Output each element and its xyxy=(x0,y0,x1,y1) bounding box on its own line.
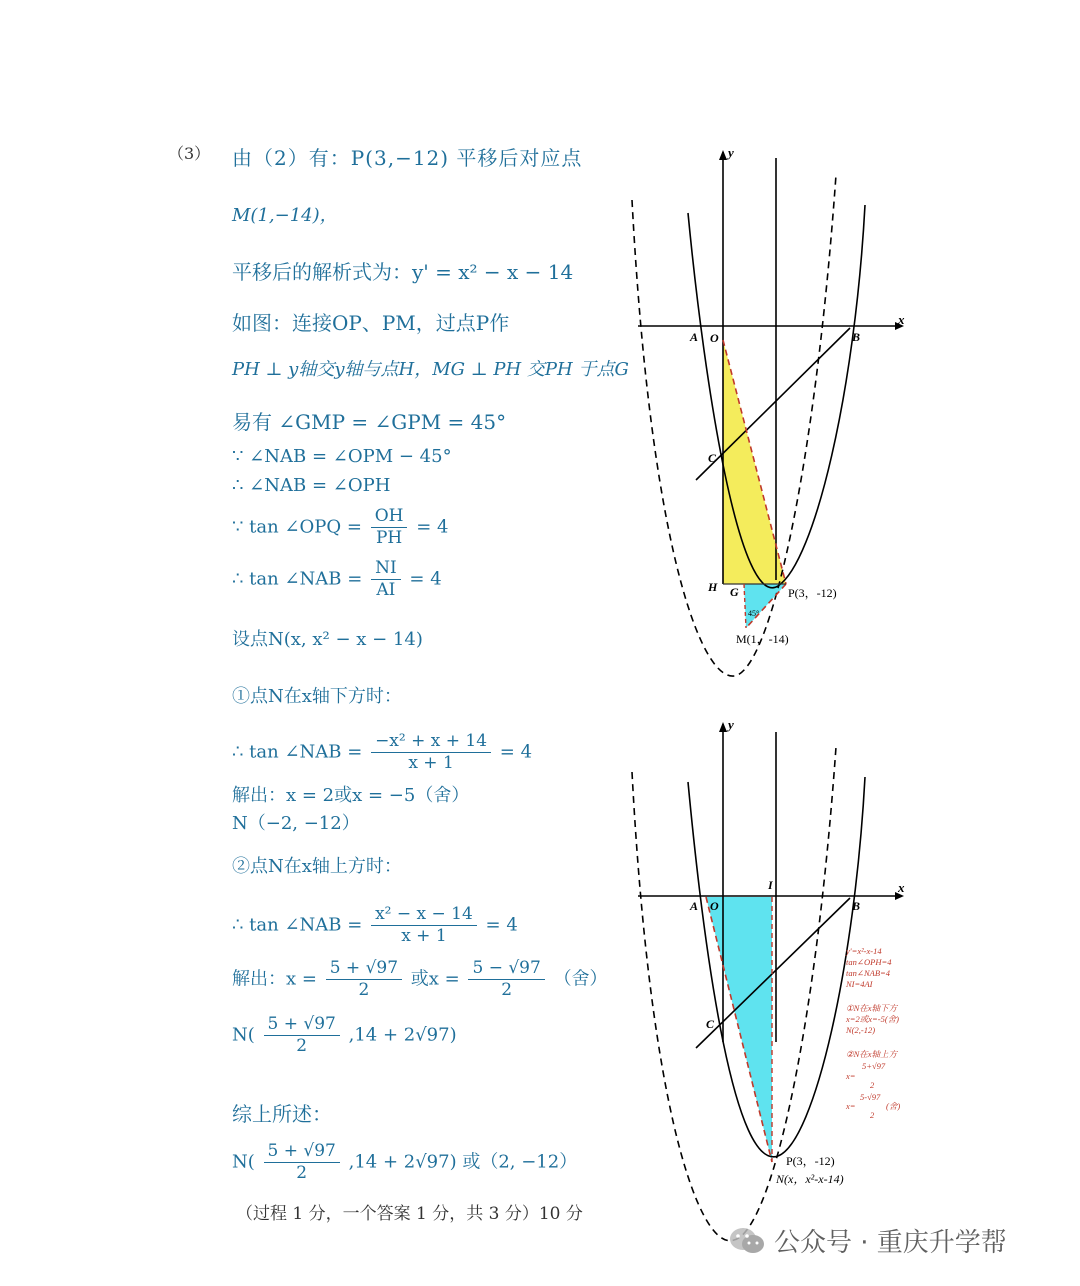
note-line: x=2或x=-5(舍) xyxy=(846,1014,900,1024)
frac-num: −x² + x + 14 xyxy=(371,733,491,753)
final-pre: N( xyxy=(232,1151,255,1173)
line-3: 平移后的解析式为：y' = x² − x − 14 xyxy=(232,260,574,284)
c2-sol-mid: 或x = xyxy=(410,968,460,990)
summary-heading: 综上所述： xyxy=(232,1102,332,1126)
fraction-oh-ph xyxy=(371,508,408,547)
c2-post: = 4 xyxy=(485,914,518,936)
label-p: P(3，-12) xyxy=(788,586,837,600)
fraction-ni-ai xyxy=(371,560,401,599)
note-line: 2 xyxy=(870,1110,875,1120)
note-line: ②N在x轴上方 xyxy=(846,1049,898,1059)
c1-post: = 4 xyxy=(499,741,533,763)
case-1-point: N（−2, −12） xyxy=(232,813,360,834)
watermark-text: 公众号 · 重庆升学帮 xyxy=(774,1228,1007,1258)
note-line: x= xyxy=(846,1101,856,1111)
case-1-solution: 解出：x = 2或x = −5（舍） xyxy=(232,785,470,806)
frac-den: x + 1 xyxy=(401,926,447,946)
line-10-pre: ∴ tan ∠NAB = xyxy=(232,568,363,590)
label-a: A xyxy=(690,899,699,913)
line-1: 由（2）有：P(3,−12) 平移后对应点 xyxy=(232,146,583,170)
watermark xyxy=(728,1222,1007,1259)
case-2-point xyxy=(232,1016,457,1055)
case-1-heading: ①点N在x轴下方时： xyxy=(232,686,402,707)
frac-den: 2 xyxy=(296,1036,308,1056)
note-line: 5+√97 xyxy=(862,1061,886,1071)
c2-n-pre: N( xyxy=(232,1024,255,1046)
label-x: x xyxy=(898,880,905,895)
label-o: O xyxy=(710,899,719,913)
line-7: ∵ ∠NAB = ∠OPM − 45° xyxy=(232,446,452,467)
frac-den: 2 xyxy=(358,980,370,1000)
wechat-icon xyxy=(728,1226,766,1256)
figure-1 xyxy=(620,140,920,685)
note-line: (舍) xyxy=(886,1101,901,1111)
line-bc xyxy=(696,328,850,480)
note-line: N(2,-12) xyxy=(846,1025,876,1035)
line-11: 设点N(x, x² − x − 14) xyxy=(232,629,423,650)
c2-sol-post: （舍） xyxy=(553,968,608,990)
line-4: 如图：连接OP、PM，过点P作 xyxy=(232,311,510,335)
line-10 xyxy=(232,560,442,599)
case-1-equation xyxy=(232,733,532,772)
label-y: y xyxy=(728,717,734,732)
final-post: ,14 + 2√97) 或（2, −12） xyxy=(348,1151,578,1173)
note-line: NI=4AI xyxy=(846,979,873,989)
fraction-root-1 xyxy=(326,960,402,999)
note-line: y'=x²-x-14 xyxy=(846,946,882,956)
label-x: x xyxy=(898,312,905,327)
note-line: tan∠NAB=4 xyxy=(846,968,891,978)
label-g: G xyxy=(730,585,739,599)
case-2-solution xyxy=(232,960,608,999)
frac-den: x + 1 xyxy=(408,753,454,773)
fraction-root-2 xyxy=(468,960,544,999)
c2-pre: ∴ tan ∠NAB = xyxy=(232,914,363,936)
c1-pre: ∴ tan ∠NAB = xyxy=(232,741,363,763)
line-5: PH ⊥ y轴交y轴与点H，MG ⊥ PH 交PH 于点G xyxy=(232,359,629,380)
frac-num: 5 − √97 xyxy=(468,960,544,980)
part-label: （3） xyxy=(168,144,211,163)
frac-num: 5 + √97 xyxy=(326,960,402,980)
score-note: （过程 1 分，一个答案 1 分，共 3 分）10 分 xyxy=(236,1204,583,1224)
label-a: A xyxy=(690,330,699,344)
label-b: B xyxy=(852,899,861,913)
frac-num: 5 + √97 xyxy=(264,1143,340,1163)
note-line: ①N在x轴下方 xyxy=(846,1003,898,1013)
label-angle: 45° xyxy=(748,609,760,618)
y-axis-arrow xyxy=(719,150,727,160)
final-answer xyxy=(232,1143,577,1182)
line-9-post: = 4 xyxy=(416,516,449,538)
c2-sol-pre: 解出：x = xyxy=(232,968,317,990)
case-2-heading: ②点N在x轴上方时： xyxy=(232,856,402,877)
note-line: tan∠OPH=4 xyxy=(846,957,892,967)
frac-num: NI xyxy=(371,560,401,580)
frac-den: 2 xyxy=(296,1163,308,1183)
label-m: M(1，-14) xyxy=(736,632,789,646)
label-c: C xyxy=(708,451,717,465)
label-o: O xyxy=(710,331,719,345)
fraction-final xyxy=(264,1143,340,1182)
frac-den: PH xyxy=(375,528,403,548)
line-6: 易有 ∠GMP = ∠GPM = 45° xyxy=(232,410,507,434)
fraction-case2 xyxy=(371,906,477,945)
frac-den: AI xyxy=(376,580,396,600)
frac-num: x² − x − 14 xyxy=(371,906,477,926)
frac-num: 5 + √97 xyxy=(264,1016,340,1036)
fraction-case1 xyxy=(371,733,491,772)
label-n: N(x，x²-x-14) xyxy=(776,1172,844,1186)
line-9-pre: ∵ tan ∠OPQ = xyxy=(232,516,362,538)
label-c: C xyxy=(706,1017,715,1031)
label-p: P(3，-12) xyxy=(786,1154,835,1168)
red-notes xyxy=(845,946,900,1120)
y-axis-arrow xyxy=(719,722,727,732)
case-2-equation xyxy=(232,906,518,945)
label-i: I xyxy=(768,878,773,892)
line-8: ∴ ∠NAB = ∠OPH xyxy=(232,475,391,496)
frac-num: OH xyxy=(371,508,408,528)
label-y: y xyxy=(728,145,734,160)
frac-den: 2 xyxy=(501,980,513,1000)
label-b: B xyxy=(852,330,861,344)
note-line: 5-√97 xyxy=(860,1092,881,1102)
note-line: 2 xyxy=(870,1080,875,1090)
line-9 xyxy=(232,508,448,547)
label-h: H xyxy=(708,580,718,594)
fraction-n-x xyxy=(264,1016,340,1055)
line-10-post: = 4 xyxy=(409,568,442,590)
figure-2 xyxy=(620,712,920,1252)
c2-n-post: ,14 + 2√97) xyxy=(348,1024,457,1046)
line-2: M(1,−14)， xyxy=(232,205,338,226)
note-line: x= xyxy=(846,1071,856,1081)
